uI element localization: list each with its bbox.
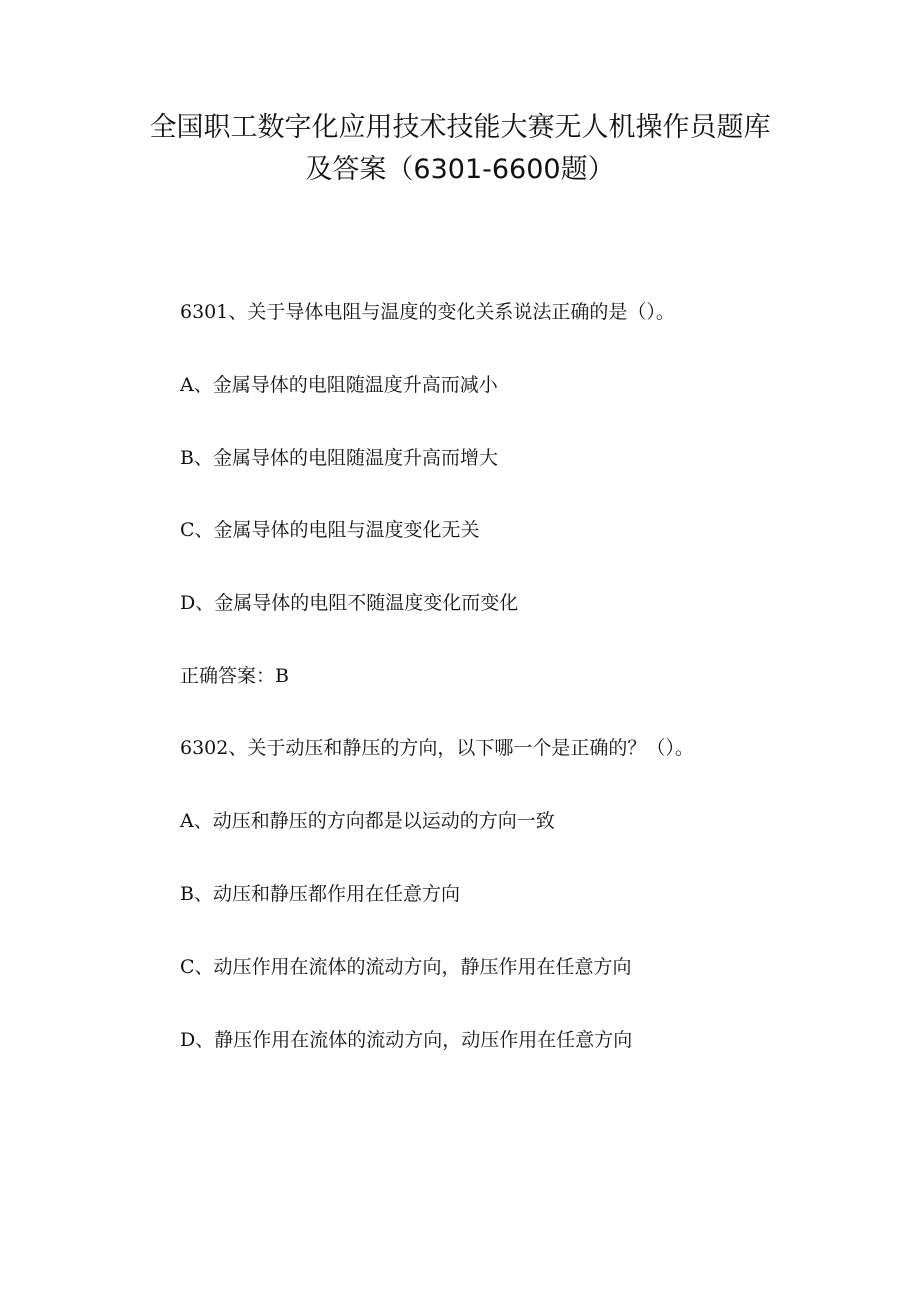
correct-answer: 正确答案：B [180,665,289,687]
option-c: C、动压作用在流体的流动方向，静压作用在任意方向 [180,956,632,978]
option-a: A、动压和静压的方向都是以运动的方向一致 [180,810,555,832]
option-c: C、金属导体的电阻与温度变化无关 [180,519,480,541]
option-a: A、金属导体的电阻随温度升高而减小 [180,374,498,396]
document-title-line-1: 全国职工数字化应用技术技能大赛无人机操作员题库 [149,112,771,143]
question-stem: 6302、关于动压和静压的方向，以下哪一个是正确的？（）。 [180,737,694,759]
option-d: D、金属导体的电阻不随温度变化而变化 [180,592,519,614]
question-stem: 6301、关于导体电阻与温度的变化关系说法正确的是（）。 [180,301,675,323]
option-b: B、金属导体的电阻随温度升高而增大 [180,447,498,469]
option-d: D、静压作用在流体的流动方向，动压作用在任意方向 [180,1029,633,1051]
document-title-line-2: 及答案（6301-6600题） [305,154,615,185]
option-b: B、动压和静压都作用在任意方向 [180,883,460,905]
